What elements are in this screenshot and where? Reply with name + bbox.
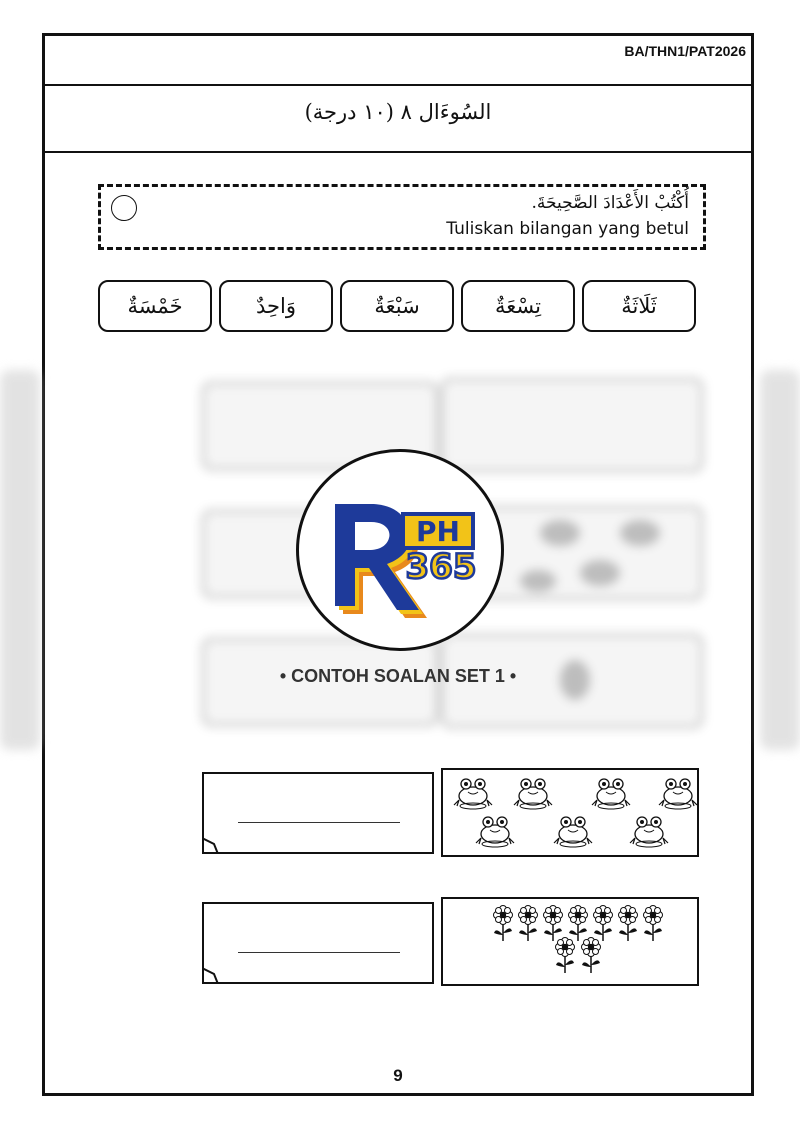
rph365-logo [296,449,504,651]
frog-icon [592,779,630,809]
flower-icon [494,906,513,942]
answer-line [238,822,400,823]
answer-box-1[interactable] [202,772,434,854]
question-title: السُوءَال ٨ (١٠ درجة) [304,100,492,124]
flower-icon [569,906,588,942]
flower-icon [594,906,613,942]
instruction-box [98,184,706,250]
flowers-picture [443,899,697,984]
frogs-picture [443,770,697,855]
frog-icon [554,817,592,847]
instruction-arabic: أُكْتُبْ الأَعْدَادَ الصَّحِيحَةَ. [531,193,689,213]
flower-icon [619,906,638,942]
frog-icon [454,779,492,809]
document-code: BA/THN1/PAT2026 [624,43,746,59]
flower-icon [544,906,563,942]
word-card-4: وَاحِدٌ [219,280,333,332]
rph365-logo-icon [299,452,501,648]
page-fold-icon [202,966,220,984]
watermark-caption: • CONTOH SOALAN SET 1 • [279,666,517,686]
frog-icon [659,779,697,809]
word-card-1: ثَلَاثَةٌ [582,280,696,332]
header-divider [45,84,751,86]
instruction-malay: Tuliskan bilangan yang betul [446,219,689,239]
picture-box-flowers [441,897,699,986]
title-divider [45,151,751,153]
page-fold-icon [202,836,220,854]
answer-line [238,952,400,953]
svg-text:365: 365 [405,547,477,587]
frog-icon [476,817,514,847]
flower-icon [582,938,601,974]
frog-icon [514,779,552,809]
flower-icon [519,906,538,942]
flower-icon [556,938,575,974]
score-circle [111,195,137,221]
word-card-2: تِسْعَةٌ [461,280,575,332]
answer-box-2[interactable] [202,902,434,984]
page-number: 9 [393,1066,403,1085]
flower-icon [644,906,663,942]
svg-text:PH: PH [416,515,460,548]
frog-icon [630,817,668,847]
word-card-5: خَمْسَةٌ [98,280,212,332]
picture-box-frogs [441,768,699,857]
word-card-3: سَبْعَةٌ [340,280,454,332]
